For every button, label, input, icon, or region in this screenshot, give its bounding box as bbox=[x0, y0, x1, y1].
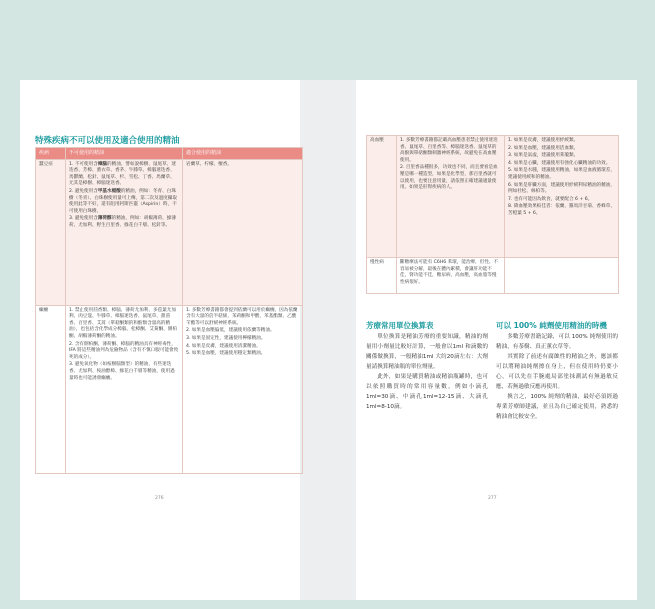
table-row bbox=[36, 159, 303, 305]
list-item: 2. 百里香品種很多，功效也不同，而且要看是血壓是哪一種造型，如果是化學型，那百里香就可以使用，也要注意用量，請依照正確建議適量使用。如果是肝腎疾病的人。 bbox=[400, 165, 498, 191]
section-b-title: 可以 100% 純劑使用精油的時機 bbox=[496, 321, 607, 330]
table-header-row bbox=[36, 148, 303, 160]
forbidden-oils-cell bbox=[66, 305, 183, 473]
suitable-oils-cell bbox=[183, 159, 303, 305]
forbidden-oils-cell bbox=[397, 258, 505, 294]
disease-name: 慢性病 bbox=[367, 258, 397, 294]
paragraph: 換言之，100% 純劑的精油，最好必須經過專業芳療師建議，並且為自己確定使用，熟悉的精油會比較安全。 bbox=[496, 394, 618, 420]
list-item: 1. 如果是皮膚，建議使用紓緩類。 bbox=[508, 138, 579, 143]
list-item: 7. 也有可能因為飲食，就要配合 6 + 6。 bbox=[508, 196, 593, 202]
section-a-title: 芳療常用單位換算表 bbox=[366, 321, 434, 330]
suitable-oils-cell bbox=[183, 305, 303, 473]
header-forbidden: 不可使用的精油 bbox=[66, 148, 183, 160]
list-item: 1. 多數芳療書籍都記載高血壓患者禁止使用迷迭香、鼠尾草、百里香等、樟腦迷迭香、鼠尾草的高酚與單萜酮類刺激神經系統，故避免在高血壓使用。 bbox=[400, 138, 498, 163]
disease-oil-table-continued bbox=[366, 135, 619, 294]
list-item: 岩蘭草、柠檬、檀香。 bbox=[186, 161, 232, 167]
list-item: 2. 避免使用含甲基水楊酸的精油，例如：冬青、白珠樹（冬青）、白珠樹使用量可上傳，第二次及過度攝取使用此等不好，還有阻用阿斯匹靈（Aspirin）時，不可使用白珠樹。 bbox=[69, 188, 177, 214]
list-item: 3. 如果是氣虛，建議使用莱菔類。 bbox=[508, 153, 579, 159]
list-item: 1. 禁止使用茴香類、樟腦、薄荷尤加利、多苞葉尤加利、肉豆蔻、牛膝草、樟腦迷迭香、鼠尾草、甜茴香、百里香、艾蒿（單萜酮類的和酚類含量高的精油），也包括含化學成分樟腦、松樟酮、艾菊酮、側柏酮、胡椒薄荷酮的精油。 bbox=[69, 307, 177, 339]
list-item: 4. 如果是心臟，建議使用有強化心臟精油的功效。 bbox=[508, 160, 611, 166]
list-item: 6. 如果是肝臟方面，建議使用紓緩利尿精油的精油，例如杜松、絲柏等。 bbox=[508, 182, 615, 195]
table-row bbox=[367, 136, 619, 258]
page-number: 277 bbox=[488, 496, 497, 501]
table-row bbox=[367, 258, 619, 294]
paragraph: 單位換算是精油芳療的重要知識，精油的劑量用小劑量比較好計算，一般會以1ml 和滴數的關係做換算，一般精油1ml 大約20滴左右：大劑量請換算精油瓶的單位劑量。 bbox=[366, 334, 488, 370]
section-b-body bbox=[496, 332, 618, 422]
paragraph: 多數芳療書籍記錄，可以 100% 純劑使用的精油，有茶樹、真正薰衣草等。 bbox=[496, 334, 618, 350]
header-disease: 疾病 bbox=[36, 148, 66, 160]
list-item: 3. 避免使用含薄荷醇的精油，例如：胡椒薄荷、綠薄荷、尤加利、野生百里香、綠花白千層、松針等。 bbox=[69, 216, 176, 228]
list-item: 2. 如果是血壓，建議使用活血類。 bbox=[508, 145, 579, 151]
right-page bbox=[356, 80, 637, 600]
book-spine bbox=[300, 80, 356, 600]
list-item: 5. 如果是水腫，建議使用精油，如果是血液循環差，建議使用緩和的精油。 bbox=[508, 168, 615, 180]
left-section-title: 特殊疾病不可以使用及適合使用的精油 bbox=[35, 136, 180, 146]
paragraph: 其實除了前述有腐蝕性的精油之外，應該都可以將精油純劑擦在身上，但在使用時仍要小心，可以先在手腕處局部塗抹測試有無過敏反應，若無過敏反應再使用。 bbox=[496, 354, 618, 390]
list-item: 2. 如果是血壓偏低，建議使用依蘭等精油。 bbox=[186, 328, 275, 334]
paragraph: 此外，如果是購買精油或精油瓶罐時，也可以依照購買時的常用容量數，例如小滴孔1ml=30滴、中滴孔1ml=12-15滴、大滴孔1ml=8-10滴。 bbox=[366, 374, 488, 410]
suitable-oils-cell bbox=[505, 258, 619, 294]
list-item: 4. 如果是皮膚，建議使用清潔精油。 bbox=[186, 343, 261, 349]
left-page bbox=[20, 80, 300, 600]
list-item: 8. 降血壓效果較佳者：依蘭、羅馬洋甘菊、香蜂草、苦橙葉 5 + 6。 bbox=[508, 204, 615, 216]
header-suitable: 適合使用的精油 bbox=[183, 148, 303, 160]
forbidden-oils-cell bbox=[397, 136, 505, 258]
table-row bbox=[36, 305, 303, 473]
suitable-oils-cell bbox=[505, 136, 619, 258]
list-item: 3. 避免氧化物（如桉樹腦類型）的精油，有些迷迭香、尤加利、桉油醇樟、綠花白千層等精油，使用過量時也可能誘發癲癇。 bbox=[69, 362, 175, 381]
disease-name: 高血壓 bbox=[367, 136, 397, 258]
page-number: 276 bbox=[155, 496, 164, 501]
disease-name: 癲癇 bbox=[36, 305, 66, 473]
list-item: 1. 多數芳療書籍都會提到依蘭可以用於癲癇，因為依蘭含有大量的倍半萜烯，茉莉酮和甲酸，苯基酯類、乙酸苄酯等可以舒緩神經系統。 bbox=[186, 307, 298, 326]
list-item: 1. 不可使用含樟腦的精油，譬如說樟樹、鼠尾草、迷迭香、芳樟、薰衣草、香茅、牛膝草、樟腦迷迭香、馬鬱蘭、松針、鼠尾草、杉、雪松、丁香、馬蘭草、尤其是樟樹、樟腦迷迭香。 bbox=[69, 161, 176, 187]
disease-name: 蠶豆症 bbox=[36, 159, 66, 305]
list-item: 斷糖療法可能有 C6H6 苯環，能治療，但性、不容易被分解，最後在體內累積，會讓肝功能不佳，腎功能不佳，糖尿病，高血壓，高血脂等慢性病很好。 bbox=[400, 260, 499, 285]
list-item: 2. 含有側柏酮、薄荷酮、樟腦的精油具有神經毒性，IFA 將這些精油列為危險物品（含有不慎口服可能會致死的成分）。 bbox=[69, 341, 179, 360]
disease-oil-table bbox=[35, 147, 303, 474]
forbidden-oils-cell bbox=[66, 159, 183, 305]
section-a-body bbox=[366, 332, 488, 412]
list-item: 3. 如果是固定性，建議使用檸檬精油。 bbox=[186, 335, 266, 341]
list-item: 5. 如果是血壓，建議使用穩定類精油。 bbox=[186, 351, 266, 357]
